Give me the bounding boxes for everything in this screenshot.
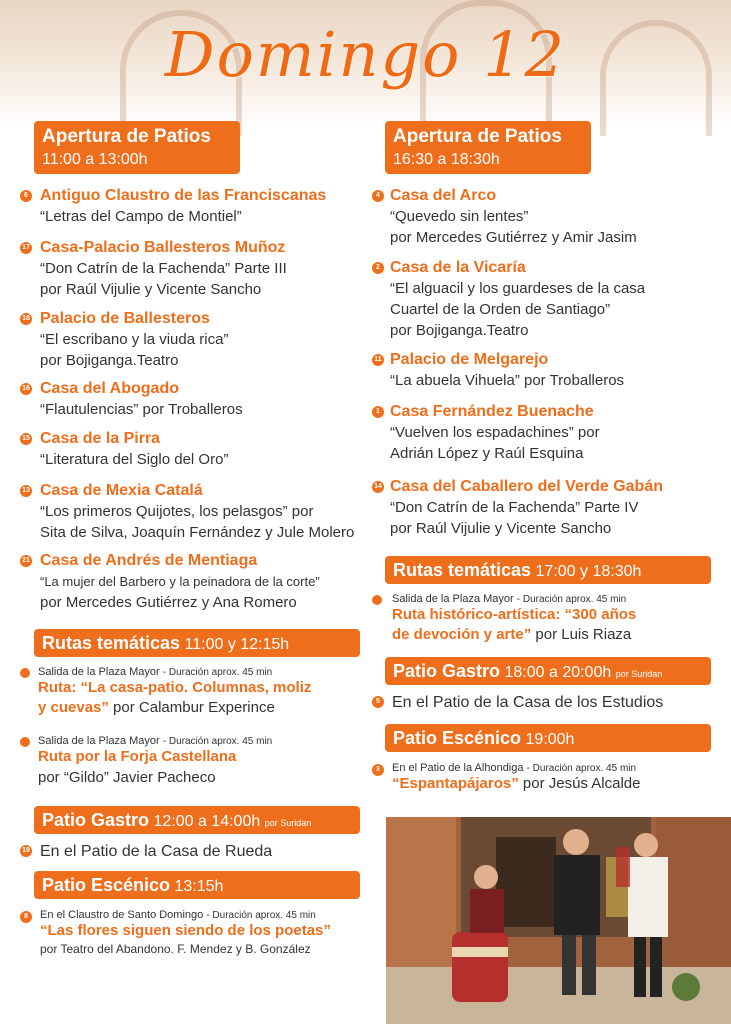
patio-gastro-bar-afternoon — [385, 657, 711, 685]
box-hours: 11:00 a 13:00h — [42, 151, 148, 168]
event-line: “Flautulencias” por Troballeros — [40, 401, 243, 418]
number-badge: 1 — [372, 406, 384, 418]
number-badge: 5 — [372, 696, 384, 708]
venue-name: Casa del Caballero del Verde Gabán — [390, 478, 663, 495]
event-line: “Los primeros Quijotes, los pelasgos” por — [40, 503, 314, 520]
event-line: por Mercedes Gutiérrez y Amir Jasim — [390, 229, 637, 246]
event-line: Cuartel de la Orden de Santiago” — [390, 301, 611, 318]
rutas-tematicas-bar-afternoon — [385, 556, 711, 584]
event-by: por Jesús Alcalde — [518, 775, 641, 792]
patio-escenico-bar-morning — [34, 871, 360, 899]
box-title: Apertura de Patios — [42, 126, 211, 147]
route-meta: Salida de la Plaza Mayor — [38, 666, 160, 678]
event-duration: - Duración aprox. 45 min — [206, 910, 316, 921]
number-badge: 17 — [20, 242, 32, 254]
bar-hours: 13:15h — [174, 878, 224, 895]
event-line: “Quevedo sin lentes” — [390, 208, 529, 225]
venue-name: Casa-Palacio Ballesteros Muñoz — [40, 239, 286, 256]
number-badge: 2 — [372, 262, 384, 274]
event-title: “Las flores siguen siendo de los poetas” — [40, 922, 331, 939]
number-badge: 8 — [20, 911, 32, 923]
event-by: por Teatro del Abandono. F. Mendez y B. González — [40, 942, 311, 956]
event-line: “La mujer del Barbero y la peinadora de la corte” — [40, 574, 320, 589]
venue-name: Palacio de Ballesteros — [40, 310, 210, 327]
venue-name: Antiguo Claustro de las Franciscanas — [40, 187, 327, 204]
bar-sponsor: por Suridan — [264, 818, 312, 828]
route-meta: Salida de la Plaza Mayor — [392, 593, 514, 605]
number-badge: 18 — [20, 313, 32, 325]
bar-sponsor: por Suridan — [615, 669, 663, 679]
route-duration: - Duración aprox. 45 min — [162, 736, 273, 747]
bar-title: Patio Escénico — [42, 875, 171, 895]
route-title: Ruta: “La casa-patio. Columnas, moliz — [38, 679, 312, 696]
event-line: “El escribano y la viuda rica” — [40, 331, 229, 348]
event-line: “Don Catrín de la Fachenda” Parte IV — [390, 499, 639, 516]
bar-hours: 18:00 a 20:00h — [504, 664, 612, 681]
route-by: por Luis Riaza — [531, 626, 632, 643]
event-line: “Don Catrín de la Fachenda” Parte III — [40, 260, 287, 277]
route-title: Ruta por la Forja Castellana — [38, 748, 237, 765]
venue-name: Casa de Mexia Catalá — [40, 482, 203, 499]
rutas-tematicas-bar-morning — [34, 629, 360, 657]
route-title: de devoción y arte” — [392, 626, 532, 643]
bar-hours: 11:00 y 12:15h — [184, 636, 290, 653]
box-title: Apertura de Patios — [393, 126, 562, 147]
bar-title: Patio Gastro — [42, 810, 150, 830]
route-meta: Salida de la Plaza Mayor — [38, 735, 160, 747]
number-badge: 3 — [372, 764, 384, 776]
route-by: por Calambur Experince — [108, 699, 275, 716]
bar-title: Patio Escénico — [393, 728, 522, 748]
number-badge: 19 — [20, 845, 32, 857]
bar-hours: 12:00 a 14:00h — [153, 813, 261, 830]
bar-title: Patio Gastro — [393, 661, 501, 681]
venue-name: Casa Fernández Buenache — [390, 403, 594, 420]
info-icon — [20, 737, 30, 747]
number-badge: 6 — [20, 190, 32, 202]
event-meta: En el Patio de la Alhondiga — [392, 762, 524, 774]
number-badge: 21 — [20, 555, 32, 567]
event-line: por Bojiganga.Teatro — [40, 352, 179, 369]
box-hours: 16:30 a 18:30h — [393, 151, 500, 168]
event-duration: - Duración aprox. 45 min — [526, 763, 637, 774]
route-duration: - Duración aprox. 45 min — [516, 594, 627, 605]
bar-title: Rutas temáticas — [42, 633, 181, 653]
event-line: “Letras del Campo de Montiel” — [40, 208, 242, 225]
venue-name: Casa del Abogado — [40, 380, 179, 397]
event-line: por Bojiganga.Teatro — [390, 322, 529, 339]
venue-name: Casa de la Pirra — [40, 430, 161, 447]
info-icon — [20, 668, 30, 678]
patio-escenico-bar-afternoon — [385, 724, 711, 752]
event-line: por Mercedes Gutiérrez y Ana Romero — [40, 594, 297, 611]
number-badge: 13 — [20, 485, 32, 497]
page-title: Domingo 12 — [164, 18, 567, 91]
route-by: por “Gildo” Javier Pacheco — [38, 769, 216, 786]
event-line: por Raúl Vijulie y Vicente Sancho — [40, 281, 262, 298]
venue-name: Casa de la Vicaría — [390, 259, 526, 276]
number-badge: 16 — [20, 383, 32, 395]
number-badge: 11 — [372, 354, 384, 366]
event-line: Sita de Silva, Joaquín Fernández y Jule Molero — [40, 524, 355, 541]
route-title: Ruta histórico-artística: “300 años — [392, 606, 637, 623]
performers-photo — [386, 817, 731, 1024]
info-icon — [372, 595, 382, 605]
event-line: por Raúl Vijulie y Vicente Sancho — [390, 520, 612, 537]
bar-hours: 19:00h — [525, 731, 575, 748]
route-duration: - Duración aprox. 45 min — [162, 667, 273, 678]
bar-hours: 17:00 y 18:30h — [535, 563, 642, 580]
event-meta: En el Claustro de Santo Domingo — [40, 909, 204, 921]
venue-name: Casa del Arco — [390, 187, 497, 204]
bar-title: Rutas temáticas — [393, 560, 532, 580]
route-title: y cuevas” — [38, 699, 109, 716]
number-badge: 15 — [20, 433, 32, 445]
venue-name: Palacio de Melgarejo — [390, 351, 549, 368]
event-line: Adrián López y Raúl Esquina — [390, 445, 584, 462]
event-line: “La abuela Vihuela” por Troballeros — [390, 372, 625, 389]
event-line: “El alguacil y los guardeses de la casa — [390, 280, 646, 297]
patio-gastro-bar-morning — [34, 806, 360, 834]
apertura-patios-box-afternoon — [385, 121, 591, 174]
number-badge: 14 — [372, 481, 384, 493]
event-line: “Literatura del Siglo del Oro” — [40, 451, 229, 468]
event-title: “Espantapájaros” — [392, 775, 519, 792]
number-badge: 4 — [372, 190, 384, 202]
gastro-location: En el Patio de la Casa de los Estudios — [392, 694, 664, 711]
apertura-patios-box-morning — [34, 121, 240, 174]
venue-name: Casa de Andrés de Mentiaga — [40, 552, 258, 569]
event-line: “Vuelven los espadachines” por — [390, 424, 600, 441]
photo-illustration — [386, 817, 731, 1024]
gastro-location: En el Patio de la Casa de Rueda — [40, 843, 273, 860]
